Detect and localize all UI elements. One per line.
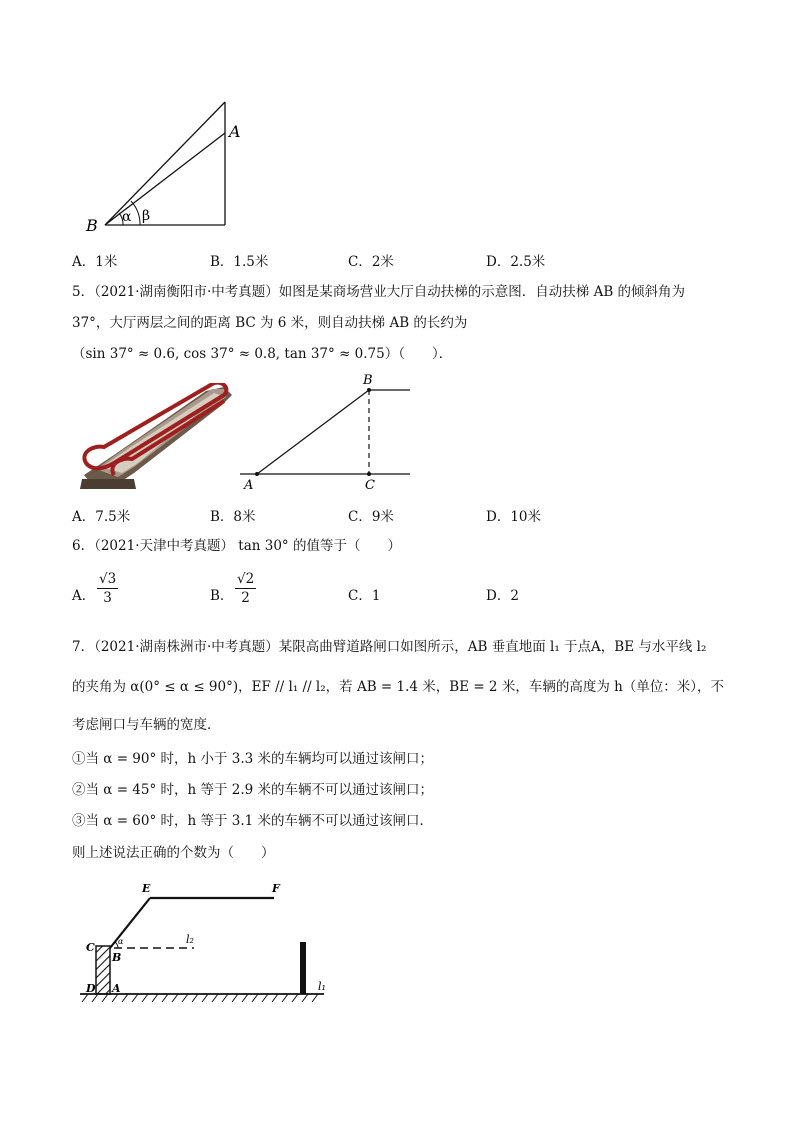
q5-option-a: A．7.5米 <box>72 509 131 525</box>
q4-label-a: A <box>229 122 241 141</box>
q5-label-b: B <box>363 373 373 388</box>
q6-option-b-denominator: 2 <box>241 590 250 606</box>
q6-option-a-numerator: √3 <box>99 571 117 587</box>
q4-label-b: B <box>86 216 98 235</box>
q7-stem-line3: 考虑闸口与车辆的宽度． <box>72 717 221 733</box>
q6-stem: 6．（2021·天津中考真题） tan 30° 的值等于（ ） <box>72 538 401 554</box>
q4-option-d: D．2.5米 <box>486 254 546 270</box>
q5-stem-line3: （sin 37° ≈ 0.6, cos 37° ≈ 0.8, tan 37° ≈ 0.75）（ ）． <box>72 346 453 362</box>
q5-stem-line1: 5．（2021·湖南衡阳市·中考真题）如图是某商场营业大厅自动扶梯的示意图．自动扶梯 AB 的倾斜角为 <box>72 284 686 300</box>
q4-label-beta: β <box>142 208 151 224</box>
q6-option-a-denominator: 3 <box>103 590 112 606</box>
q7-stem-line1: 7．（2021·湖南株洲市·中考真题）某限高曲臂道路闸口如图所示，AB 垂直地面 l₁ 于点A，BE 与水平线 l₂ <box>72 639 707 655</box>
q5-option-b: B．8米 <box>210 509 256 525</box>
q7-label-l2: l₂ <box>186 933 194 946</box>
q6-option-a-fraction <box>97 571 118 606</box>
q4-option-c: C．2米 <box>348 254 394 270</box>
q5-label-c: C <box>365 478 375 493</box>
q4-option-b: B．1.5米 <box>210 254 269 270</box>
q6-option-b-fraction <box>235 571 256 606</box>
q5-option-c: C．9米 <box>348 509 394 525</box>
q7-gate-figure <box>74 872 344 1007</box>
q7-label-l1: l₁ <box>318 980 326 993</box>
escalator-photo <box>74 383 234 491</box>
q4-option-a: A．1米 <box>72 254 118 270</box>
q6-option-b-prefix: B． <box>210 588 234 604</box>
q7-label-e: E <box>142 882 151 895</box>
q7-label-f: F <box>272 882 280 895</box>
q7-label-d: D <box>86 982 96 995</box>
q5-escalator-diagram <box>235 370 415 495</box>
q7-statement-3: ③当 α = 60° 时，h 等于 3.1 米的车辆不可以通过该闸口． <box>72 813 434 829</box>
q7-statement-2: ②当 α = 45° 时，h 等于 2.9 米的车辆不可以通过该闸口； <box>72 782 434 798</box>
q6-option-d: D．2 <box>486 588 519 604</box>
q7-question: 则上述说法正确的个数为（ ） <box>72 845 275 861</box>
q7-statement-1: ①当 α = 90° 时，h 小于 3.3 米的车辆均可以通过该闸口； <box>72 751 434 767</box>
q6-option-b-numerator: √2 <box>237 571 255 587</box>
q5-stem-line2: 37°，大厅两层之间的距离 BC 为 6 米，则自动扶梯 AB 的长约为 <box>72 315 468 331</box>
q4-triangle-figure <box>80 95 260 240</box>
q6-option-a-prefix: A． <box>72 588 96 604</box>
q7-label-c: C <box>86 941 95 954</box>
q7-label-a: A <box>112 982 121 995</box>
q6-option-c: C．1 <box>348 588 381 604</box>
q7-label-alpha: α <box>118 937 124 946</box>
q5-label-a: A <box>244 478 254 493</box>
q7-stem-line2: 的夹角为 α(0° ≤ α ≤ 90°)，EF // l₁ // l₂，若 AB = 1.4 米，BE = 2 米，车辆的高度为 h（单位：米），不 <box>72 679 725 695</box>
q7-label-b: B <box>112 951 122 964</box>
q5-option-d: D．10米 <box>486 509 542 525</box>
q4-label-alpha: α <box>122 209 132 225</box>
